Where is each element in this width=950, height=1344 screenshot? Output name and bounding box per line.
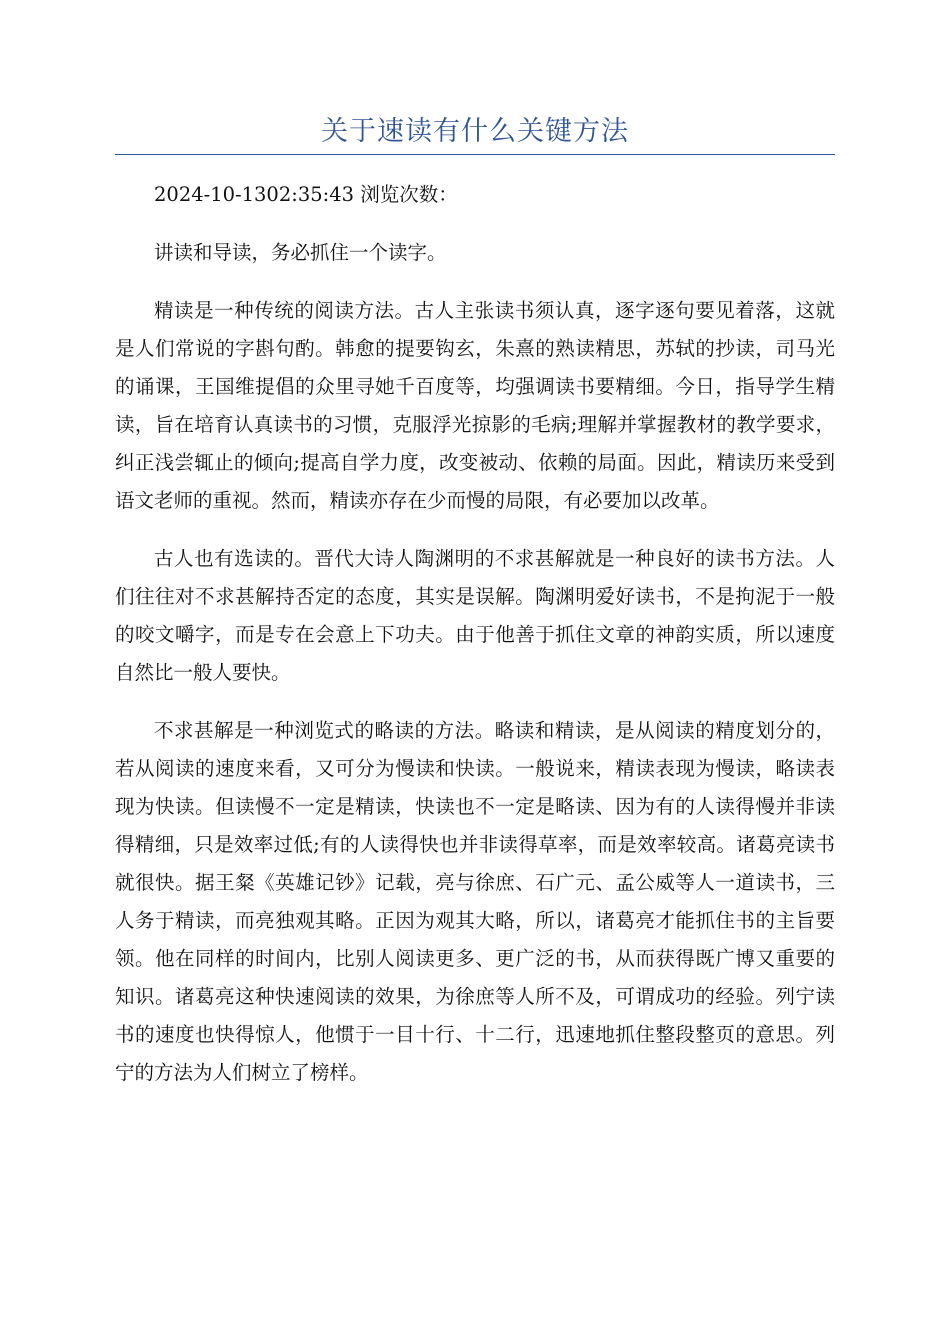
paragraph-3: 古人也有选读的。晋代大诗人陶渊明的不求甚解就是一种良好的读书方法。人们往往对不求甚解持否定的态度，其实是误解。陶渊明爱好读书，不是拘泥于一般的咬文嚼字，而是专在会意上下功夫。由于他善于抓住文章的神韵实质，所以速度自然比一般人要快。 [115, 547, 835, 684]
document-body [115, 176, 835, 1112]
page-title: 关于速读有什么关键方法 [321, 116, 629, 147]
paragraph-4: 不求甚解是一种浏览式的略读的方法。略读和精读，是从阅读的精度划分的，若从阅读的速度来看，又可分为慢读和快读。一般说来，精读表现为慢读，略读表现为快读。但读慢不一定是精读，快读也不一定是略读、因为有的人读得慢并非读得精细，只是效率过低;有的人读得快也并非读得草率，而是效率较高。诸葛亮读书就很快。据王粲《英雄记钞》记载，亮与徐庶、石广元、孟公威等人一道读书，三人务于精读，而亮独观其略。正因为观其大略，所以，诸葛亮才能抓住书的主旨要领。他在同样的时间内，比别人阅读更多、更广泛的书，从而获得既广博又重要的知识。诸葛亮这种快速阅读的效果，为徐庶等人所不及，可谓成功的经验。列宁读书的速度也快得惊人，他惯于一目十行、十二行，迅速地抓住整段整页的意思。列宁的方法为人们树立了榜样。 [115, 719, 835, 1084]
paragraph-2: 精读是一种传统的阅读方法。古人主张读书须认真，逐字逐句要见着落，这就是人们常说的字斟句酌。韩愈的提要钩玄，朱熹的熟读精思，苏轼的抄读，司马光的诵课，王国维提倡的众里寻她千百度等，均强调读书要精细。今日，指导学生精读，旨在培育认真读书的习惯，克服浮光掠影的毛病;理解并掌握教材的教学要求，纠正浅尝辄止的倾向;提高自学力度，改变被动、依赖的局面。因此，精读历来受到语文老师的重视。然而，精读亦存在少而慢的局限，有必要加以改革。 [115, 299, 835, 512]
post-meta: 2024-10-1302:35:43 浏览次数： [154, 183, 458, 206]
paragraph-1: 讲读和导读，务必抓住一个读字。 [154, 241, 447, 264]
title-underline [115, 154, 835, 155]
